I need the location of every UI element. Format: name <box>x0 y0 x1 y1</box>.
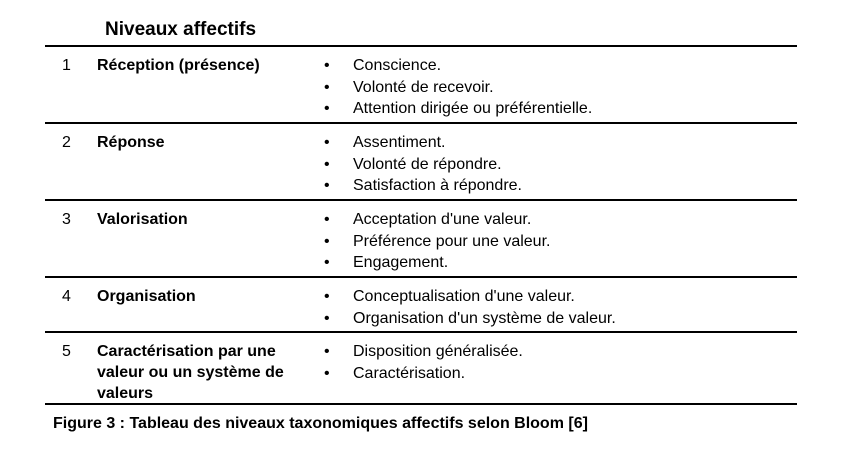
list-item <box>320 252 550 274</box>
bullet-icon: • <box>324 211 330 228</box>
row-number: 4 <box>62 288 71 305</box>
item-list <box>320 55 592 120</box>
bullet-icon: • <box>324 155 330 173</box>
item-text: Assentiment. <box>353 134 446 151</box>
item-text: Engagement. <box>353 254 449 271</box>
list-item <box>320 286 616 308</box>
bullet-icon: • <box>324 232 330 250</box>
bullet-icon: • <box>324 177 330 194</box>
bullet-icon: • <box>324 100 330 117</box>
item-list <box>320 132 522 197</box>
table-row <box>45 333 797 403</box>
list-item <box>320 363 523 385</box>
item-text: Volonté de répondre. <box>353 155 502 173</box>
table-row <box>45 47 797 122</box>
bullet-icon: • <box>324 288 330 305</box>
list-item <box>320 132 522 154</box>
list-item <box>320 154 522 176</box>
bullet-icon: • <box>324 309 330 327</box>
bullet-icon: • <box>324 57 330 74</box>
level-name: Valorisation <box>97 211 188 228</box>
item-text: Acceptation d'une valeur. <box>353 211 532 228</box>
row-number: 3 <box>62 211 71 228</box>
item-text: Satisfaction à répondre. <box>353 177 522 194</box>
item-list <box>320 341 523 384</box>
item-list <box>320 286 616 329</box>
item-text: Conscience. <box>353 57 442 74</box>
bullet-icon: • <box>324 343 330 360</box>
item-text: Organisation d'un système de valeur. <box>353 309 616 327</box>
level-name: Réponse <box>97 134 165 151</box>
table-row <box>45 278 797 331</box>
bullet-icon: • <box>324 364 330 382</box>
item-text: Préférence pour une valeur. <box>353 232 551 250</box>
item-list <box>320 209 550 274</box>
list-item <box>320 341 523 363</box>
list-item <box>320 308 616 330</box>
row-number: 2 <box>62 134 71 151</box>
affective-levels-table <box>45 45 797 405</box>
bullet-icon: • <box>324 254 330 271</box>
level-name: Organisation <box>97 288 196 305</box>
item-text: Attention dirigée ou préférentielle. <box>353 100 593 117</box>
row-number: 1 <box>62 57 71 74</box>
list-item <box>320 55 592 77</box>
level-name: Caractérisation par une valeur ou un système de valeurs <box>97 343 284 402</box>
level-name: Réception (présence) <box>97 57 260 74</box>
bullet-icon: • <box>324 134 330 151</box>
list-item <box>320 98 592 120</box>
row-number: 5 <box>62 343 71 360</box>
table-row <box>45 124 797 199</box>
list-item <box>320 175 522 197</box>
table-title: Niveaux affectifs <box>105 19 257 40</box>
list-item <box>320 77 592 99</box>
item-text: Volonté de recevoir. <box>353 78 494 96</box>
list-item <box>320 209 550 231</box>
item-text: Disposition généralisée. <box>353 343 523 360</box>
bullet-icon: • <box>324 78 330 96</box>
table-row <box>45 201 797 276</box>
figure-caption: Figure 3 : Tableau des niveaux taxonomiques affectifs selon Bloom [6] <box>53 415 588 432</box>
item-text: Caractérisation. <box>353 364 466 382</box>
list-item <box>320 231 550 253</box>
item-text: Conceptualisation d'une valeur. <box>353 288 575 305</box>
